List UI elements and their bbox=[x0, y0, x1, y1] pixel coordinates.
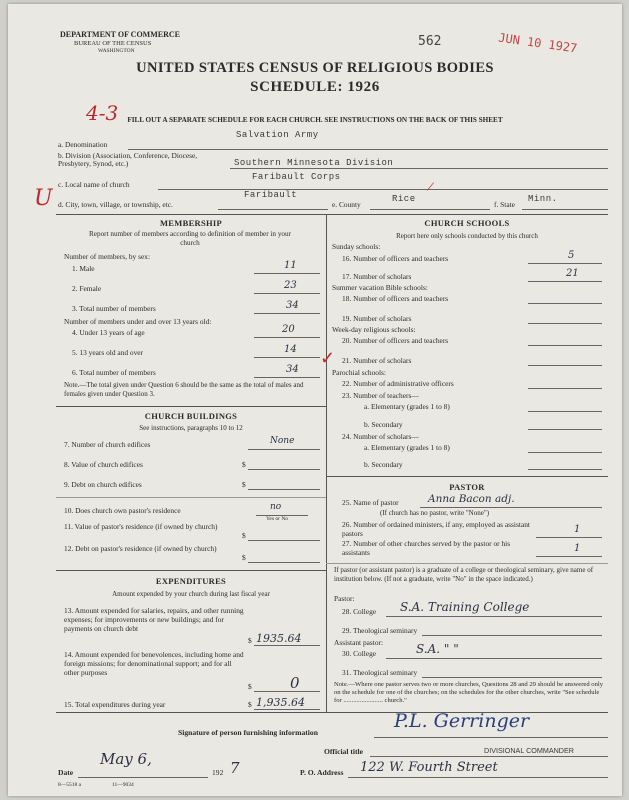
city-label: d. City, town, village, or township, etc. bbox=[58, 200, 173, 209]
q12-line bbox=[248, 562, 320, 563]
buildings-sub: See instructions, paragraphs 10 to 12 bbox=[139, 424, 243, 432]
census-schedule-page bbox=[8, 4, 622, 796]
date-value: May 6, bbox=[100, 750, 152, 768]
year-prefix: 192 bbox=[212, 768, 224, 777]
q4-value: 20 bbox=[282, 324, 295, 335]
form-code: 8—5518 a bbox=[58, 782, 82, 788]
q23-label: 23. Number of teachers— bbox=[342, 391, 419, 400]
q20-line bbox=[528, 345, 602, 346]
church-name-value: Faribault Corps bbox=[252, 172, 341, 182]
signature-value: P.L. Gerringer bbox=[394, 710, 530, 732]
q28-label: 28. College bbox=[342, 607, 377, 616]
denomination-label: a. Denomination bbox=[58, 140, 108, 149]
q13-dollar: $ bbox=[248, 636, 252, 645]
official-title-line bbox=[370, 756, 608, 757]
bureau-city: WASHINGTON bbox=[98, 48, 135, 54]
q23b-label: b. Secondary bbox=[364, 420, 403, 429]
sex-heading: Number of members, by sex: bbox=[64, 252, 150, 261]
q3-value: 34 bbox=[286, 300, 299, 311]
q24-label: 24. Number of scholars— bbox=[342, 432, 419, 441]
church-name-line bbox=[158, 189, 608, 190]
po-address-value: 122 W. Fourth Street bbox=[360, 760, 498, 775]
state-line bbox=[522, 209, 608, 210]
q11-line bbox=[248, 540, 320, 541]
summer-heading: Summer vacation Bible schools: bbox=[332, 283, 428, 292]
q25-label: 25. Name of pastor bbox=[342, 498, 399, 507]
q22-line bbox=[528, 388, 602, 389]
q1-label: 1. Male bbox=[72, 264, 95, 273]
q16-line bbox=[528, 263, 602, 264]
q22-label: 22. Number of administrative officers bbox=[342, 379, 454, 388]
q10-label: 10. Does church own pastor's residence bbox=[64, 506, 181, 515]
division-value: Southern Minnesota Division bbox=[234, 158, 394, 168]
po-address-line bbox=[348, 777, 608, 778]
membership-check-mark: ✓ bbox=[320, 348, 336, 369]
q27-label: 27. Number of other churches served by the pastor or his assistants bbox=[342, 539, 511, 557]
q28-value: S.A. Training College bbox=[400, 600, 530, 614]
q14-label: 14. Amount expended for benevolences, including home and foreign missions; for denominational support; and for all other purposes bbox=[64, 650, 244, 677]
margin-mark: U bbox=[34, 186, 53, 211]
pastor-heading: PASTOR bbox=[449, 482, 485, 492]
schools-sub: Report here only schools conducted by this church bbox=[396, 232, 538, 240]
q23a-line bbox=[528, 411, 602, 412]
main-box-top bbox=[56, 214, 608, 215]
q26-value: 1 bbox=[574, 524, 581, 535]
q19-line bbox=[528, 323, 602, 324]
year-value: 7 bbox=[230, 759, 240, 777]
county-value: Rice bbox=[392, 194, 416, 204]
q13-line bbox=[254, 645, 320, 646]
q2-label: 2. Female bbox=[72, 284, 102, 293]
q13-value: 1935.64 bbox=[256, 632, 302, 645]
po-address-label: P. O. Address bbox=[300, 768, 344, 777]
q17-label: 17. Number of scholars bbox=[342, 272, 412, 281]
membership-intro: Report number of members according to definition of member in your church bbox=[89, 230, 291, 247]
q7-line bbox=[248, 449, 320, 450]
q5-line bbox=[254, 357, 320, 358]
assistant-sub-label: Assistant pastor: bbox=[334, 638, 384, 647]
q23a-label: a. Elementary (grades 1 to 8) bbox=[364, 402, 450, 411]
county-line bbox=[370, 209, 490, 210]
q24b-line bbox=[528, 469, 602, 470]
form-subtitle: SCHEDULE: 1926 bbox=[250, 79, 380, 95]
q10-hint: Yes or No bbox=[266, 516, 289, 522]
buildings-heading: CHURCH BUILDINGS bbox=[144, 411, 238, 421]
county-check-mark: / bbox=[425, 179, 435, 196]
q19-label: 19. Number of scholars bbox=[342, 314, 412, 323]
q1-line bbox=[254, 273, 320, 274]
membership-note: Note.—The total given under Question 6 should be the same as the total of males and females given under Question 3. bbox=[64, 381, 304, 398]
signature-label: Signature of person furnishing information bbox=[178, 728, 318, 737]
expenditures-sub: Amount expended by your church during last fiscal year bbox=[112, 590, 270, 598]
q29-label: 29. Theological seminary bbox=[342, 626, 418, 635]
form-title: UNITED STATES CENSUS OF RELIGIOUS BODIES bbox=[136, 60, 494, 76]
q9-line bbox=[248, 489, 320, 490]
q14-line bbox=[254, 691, 320, 692]
q21-line bbox=[528, 365, 602, 366]
membership-heading: MEMBERSHIP bbox=[159, 218, 223, 228]
q24a-label: a. Elementary (grades 1 to 8) bbox=[364, 443, 450, 452]
expenditures-top-rule bbox=[56, 570, 326, 571]
q15-value: 1,935.64 bbox=[256, 696, 305, 709]
q10-value: no bbox=[270, 502, 282, 512]
q26-line bbox=[536, 537, 602, 538]
state-value: Minn. bbox=[528, 194, 558, 204]
pastor-top-rule bbox=[326, 476, 608, 477]
q5-label: 5. 13 years old and over bbox=[72, 348, 144, 357]
signature-line bbox=[374, 737, 608, 738]
code-mark: 4-3 bbox=[86, 101, 119, 125]
q6-value: 34 bbox=[286, 364, 299, 375]
date-line bbox=[78, 777, 208, 778]
q31-line bbox=[422, 677, 602, 678]
q11-label: 11. Value of pastor's residence (if owned by church) bbox=[64, 522, 218, 531]
q16-label: 16. Number of officers and teachers bbox=[342, 254, 449, 263]
division-label: b. Division (Association, Conference, Diocese, Presbytery, Synod, etc.) bbox=[58, 151, 198, 168]
buildings-mid-rule bbox=[56, 497, 326, 498]
q8-line bbox=[248, 469, 320, 470]
city-line bbox=[218, 209, 328, 210]
graduate-note: If pastor (or assistant pastor) is a graduate of a college or theological seminary, give name of institution below. (If not a graduate, write "No" in the space indicated.) bbox=[334, 566, 594, 583]
q1-value: 11 bbox=[284, 260, 297, 271]
department-name: DEPARTMENT OF COMMERCE bbox=[60, 30, 181, 39]
q25-value: Anna Bacon adj. bbox=[428, 493, 515, 505]
buildings-top-rule bbox=[56, 406, 326, 407]
q23b-line bbox=[528, 429, 602, 430]
official-title-label: Official title bbox=[324, 747, 364, 756]
q6-label: 6. Total number of members bbox=[72, 368, 156, 377]
q16-value: 5 bbox=[568, 250, 575, 261]
q7-label: 7. Number of church edifices bbox=[64, 440, 151, 449]
q15-label: 15. Total expenditures during year bbox=[64, 700, 166, 709]
q8-label: 8. Value of church edifices bbox=[64, 460, 143, 469]
q15-dollar: $ bbox=[248, 700, 252, 709]
age-heading: Number of members under and over 13 years old: bbox=[64, 317, 212, 326]
q27-line bbox=[536, 556, 602, 557]
sunday-heading: Sunday schools: bbox=[332, 242, 381, 251]
q4-label: 4. Under 13 years of age bbox=[72, 328, 145, 337]
q25-line bbox=[420, 507, 602, 508]
denomination-value: Salvation Army bbox=[236, 130, 319, 140]
pastor-note: Note.—Where one pastor serves two or more churches, Questions 28 and 29 should be answered only on the schedule for one of the churches; on the schedules for the other churches, write "See schedule for ........................ church." bbox=[334, 681, 603, 704]
q4-line bbox=[254, 337, 320, 338]
bureau-name: BUREAU OF THE CENSUS bbox=[74, 40, 152, 47]
center-divider bbox=[326, 214, 327, 712]
q27-value: 1 bbox=[574, 543, 581, 554]
pastor-mid-rule bbox=[326, 563, 608, 564]
q17-value: 21 bbox=[566, 268, 579, 279]
q9-dollar: $ bbox=[242, 480, 246, 489]
q30-value: S.A. " " bbox=[416, 642, 459, 656]
q2-line bbox=[254, 293, 320, 294]
q2-value: 23 bbox=[284, 280, 297, 291]
q14-dollar: $ bbox=[248, 682, 252, 691]
denomination-line bbox=[128, 149, 608, 150]
county-label: e. County bbox=[332, 200, 361, 209]
q17-line bbox=[528, 281, 602, 282]
q25-hint: (If church has no pastor, write "None") bbox=[380, 509, 490, 517]
q31-label: 31. Theological seminary bbox=[342, 668, 418, 677]
q8-dollar: $ bbox=[242, 460, 246, 469]
q29-line bbox=[422, 635, 602, 636]
form-number: 562 bbox=[418, 34, 442, 49]
q7-value: None bbox=[270, 436, 295, 446]
received-date-stamp: JUN 10 1927 bbox=[497, 30, 579, 56]
print-code: 11—9034 bbox=[112, 782, 134, 788]
q30-label: 30. College bbox=[342, 649, 377, 658]
q12-dollar: $ bbox=[242, 553, 246, 562]
q24b-label: b. Secondary bbox=[364, 460, 403, 469]
q3-label: 3. Total number of members bbox=[72, 304, 156, 313]
expenditures-heading: EXPENDITURES bbox=[155, 576, 227, 586]
official-title-value: DIVISIONAL COMMANDER bbox=[484, 746, 574, 755]
q9-label: 9. Debt on church edifices bbox=[64, 480, 142, 489]
instruction-line: FILL OUT A SEPARATE SCHEDULE FOR EACH CHURCH. SEE INSTRUCTIONS ON THE BACK OF THIS SHEET bbox=[127, 116, 503, 124]
date-label: Date bbox=[58, 768, 74, 777]
q21-label: 21. Number of scholars bbox=[342, 356, 412, 365]
q5-value: 14 bbox=[284, 344, 297, 355]
q3-line bbox=[254, 313, 320, 314]
church-name-label: c. Local name of church bbox=[58, 180, 130, 189]
q26-label: 26. Number of ordained ministers, if any, employed as assistant pastors bbox=[342, 520, 530, 538]
q20-label: 20. Number of officers and teachers bbox=[342, 336, 449, 345]
q12-label: 12. Debt on pastor's residence (if owned by church) bbox=[64, 544, 217, 553]
weekday-heading: Week-day religious schools: bbox=[332, 325, 416, 334]
q18-label: 18. Number of officers and teachers bbox=[342, 294, 449, 303]
q15-line bbox=[254, 709, 320, 710]
q11-dollar: $ bbox=[242, 531, 246, 540]
q14-value: 0 bbox=[290, 674, 300, 692]
q18-line bbox=[528, 303, 602, 304]
q24a-line bbox=[528, 452, 602, 453]
pastor-sub-label: Pastor: bbox=[334, 594, 355, 603]
q30-line bbox=[386, 658, 602, 659]
q13-label: 13. Amount expended for salaries, repairs, and other running expenses; for improvements or new buildings; and for payments on church debt bbox=[64, 606, 244, 633]
parochial-heading: Parochial schools: bbox=[332, 368, 386, 377]
q28-line bbox=[386, 616, 602, 617]
division-line bbox=[230, 168, 608, 169]
city-value: Faribault bbox=[244, 190, 298, 200]
q6-line bbox=[254, 377, 320, 378]
schools-heading: CHURCH SCHOOLS bbox=[424, 218, 510, 228]
state-label: f. State bbox=[494, 200, 515, 209]
